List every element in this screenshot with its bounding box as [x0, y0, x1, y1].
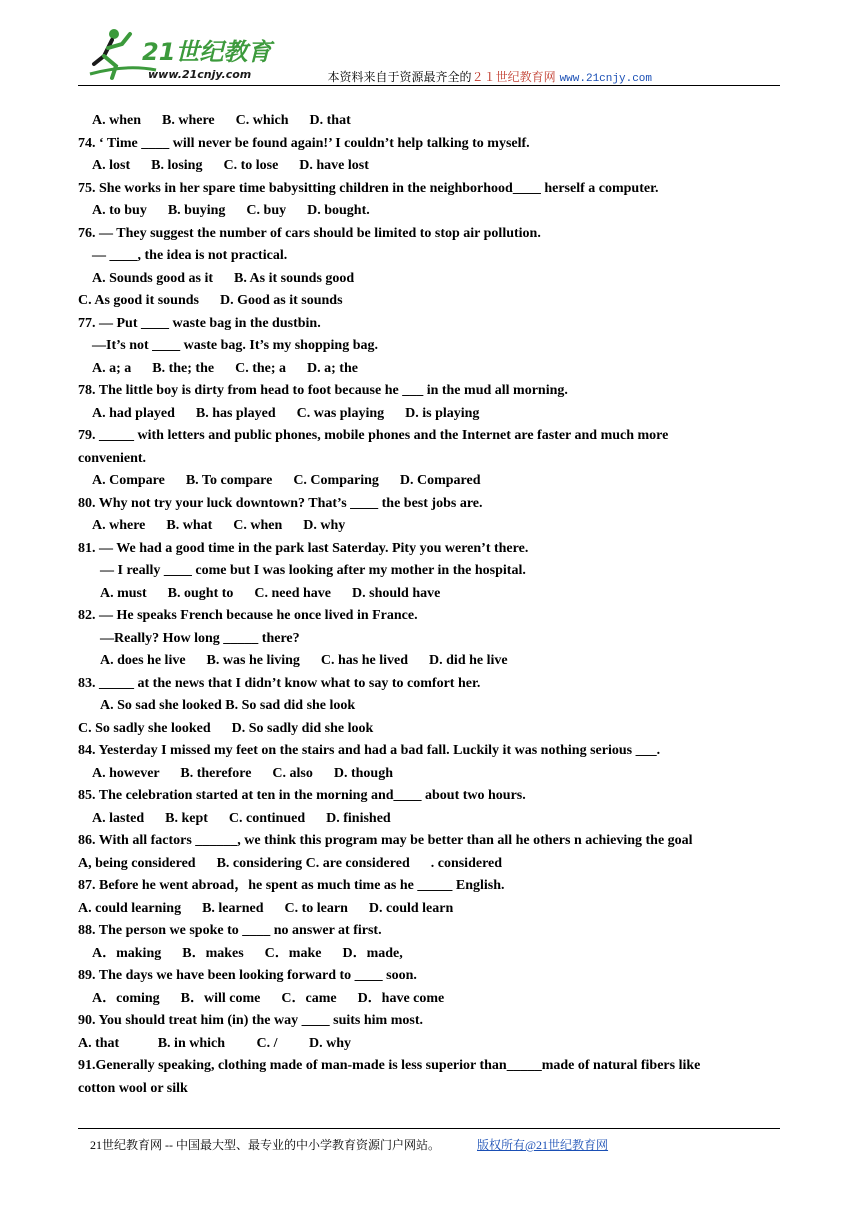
text-line: A. when B. where C. which D. that — [92, 113, 351, 128]
text-line: C. As good it sounds D. Good as it sounds — [78, 293, 343, 308]
text-line: cotton wool or silk — [78, 1080, 188, 1096]
text-line: 77. — Put ____ waste bag in the dustbin. — [78, 315, 321, 331]
text-line: convenient. — [78, 450, 147, 466]
text-line: — I really ____ come but I was looking after my mother in the hospital. — [100, 563, 526, 578]
site-logo — [86, 24, 286, 84]
text-line: 75. She works in her spare time babysitting children in the neighborhood____ herself a computer. — [78, 180, 659, 196]
text-line: A. So sad she looked B. So sad did she look — [100, 698, 356, 713]
text-line: A. where B. what C. when D. why — [92, 518, 346, 533]
text-line: — ____, the idea is not practical. — [92, 248, 288, 263]
text-line: 87. Before he went abroad，he spent as much time as he _____ English. — [78, 878, 505, 893]
footer-divider — [78, 1128, 780, 1129]
text-line: —It’s not ____ waste bag. It’s my shopping bag. — [92, 338, 379, 353]
text-line: A. could learning B. learned C. to learn D. could learn — [78, 900, 454, 916]
header-divider — [78, 85, 780, 86]
text-line: 86. With all factors ______, we think this program may be better than all he others n achieving the goal — [78, 833, 693, 848]
question-list — [78, 110, 780, 1100]
text-line: A．making B．makes C．make D．made, — [92, 945, 403, 961]
text-line: 81. — We had a good time in the park last Saterday. Pity you weren’t there. — [78, 540, 529, 556]
page-footer — [90, 1136, 608, 1153]
text-line: 76. — They suggest the number of cars should be limited to stop air pollution. — [78, 225, 541, 241]
text-line: A. to buy B. buying C. buy D. bought. — [92, 203, 370, 218]
footer-copyright-link[interactable]: 版权所有@21世纪教育网 — [477, 1138, 609, 1152]
header-note — [328, 68, 652, 85]
text-line: A. Sounds good as it B. As it sounds good — [92, 270, 355, 286]
text-line: A. must B. ought to C. need have D. should have — [100, 585, 441, 601]
text-line: A. does he live B. was he living C. has he lived D. did he live — [100, 653, 508, 668]
text-line: 74. ‘ Time ____ will never be found again!’ I couldn’t help talking to myself. — [78, 135, 530, 151]
text-line: 78. The little boy is dirty from head to foot because he ___ in the mud all morning. — [78, 383, 568, 398]
text-line: A. lasted B. kept C. continued D. finished — [92, 810, 391, 826]
text-line: 88. The person we spoke to ____ no answer at first. — [78, 923, 382, 938]
text-line: A. however B. therefore C. also D. though — [92, 765, 393, 781]
text-line: 83. _____ at the news that I didn’t know what to say to comfort her. — [78, 675, 481, 691]
logo-title: 21世纪教育 — [142, 38, 272, 66]
text-line: A. lost B. losing C. to lose D. have lost — [92, 158, 369, 173]
text-line: A. had played B. has played C. was playing D. is playing — [92, 405, 480, 421]
text-line: 85. The celebration started at ten in the morning and____ about two hours. — [78, 788, 526, 803]
text-line: A．coming B．will come C．came D．have come — [92, 990, 445, 1006]
header-note-prefix: 本资料来自于资源最齐全的 — [327, 70, 472, 84]
text-line: —Really? How long _____ there? — [100, 630, 300, 646]
text-line: A. that B. in which C. / D. why — [78, 1035, 352, 1051]
text-line: 91.Generally speaking, clothing made of man-made is less superior than_____made of natural fibers like — [78, 1058, 701, 1073]
text-line: 84. Yesterday I missed my feet on the stairs and had a bad fall. Luckily it was nothing serious ___. — [78, 743, 661, 758]
page-header — [78, 18, 780, 86]
header-note-brand: ２１世纪教育网 — [471, 70, 556, 84]
text-line: 82. — He speaks French because he once lived in France. — [78, 608, 418, 623]
text-line: A. Compare B. To compare C. Comparing D. Compared — [92, 473, 481, 488]
text-line: A. a; a B. the; the C. the; a D. a; the — [92, 360, 358, 376]
text-line: 80. Why not try your luck downtown? That’s ____ the best jobs are. — [78, 495, 483, 511]
footer-text: 21世纪教育网 -- 中国最大型、最专业的中小学教育资源门户网站。 — [90, 1138, 440, 1152]
header-note-url[interactable]: www.21cnjy.com — [559, 73, 652, 85]
text-line: 79. _____ with letters and public phones, mobile phones and the Internet are faster and much more — [78, 428, 669, 443]
logo-url: www.21cnjy.com — [148, 68, 252, 81]
text-line: C. So sadly she looked D. So sadly did she look — [78, 720, 374, 736]
text-line: A, being considered B. considering C. are considered . considered — [78, 855, 503, 871]
text-line: 89. The days we have been looking forward to ____ soon. — [78, 968, 417, 983]
text-line: 90. You should treat him (in) the way ____ suits him most. — [78, 1013, 423, 1028]
